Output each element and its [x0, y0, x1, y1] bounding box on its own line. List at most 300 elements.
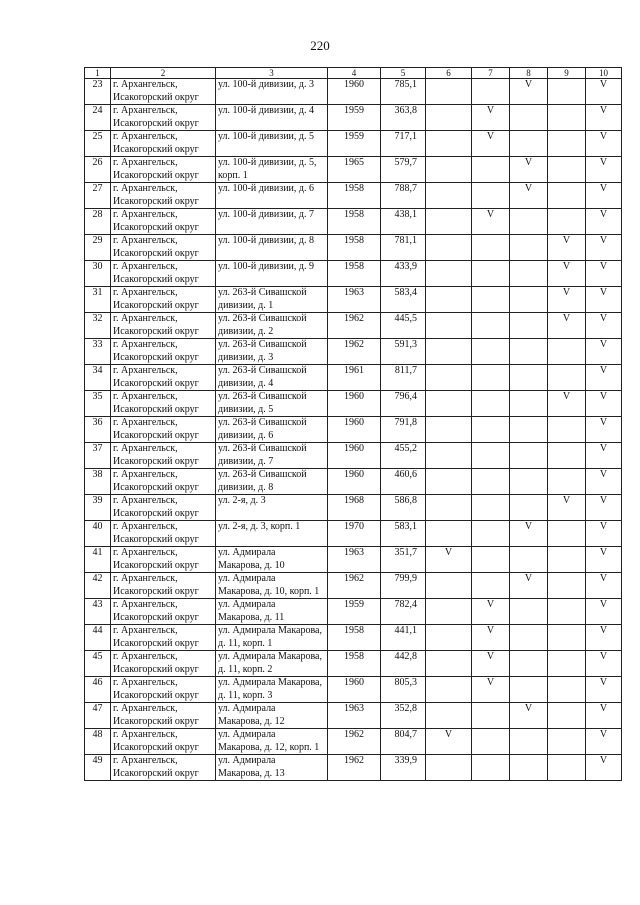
- year-cell: [328, 417, 381, 443]
- row-number-cell: [85, 209, 111, 235]
- mark-cell-10-line: V: [599, 573, 608, 584]
- table-row: [85, 235, 622, 261]
- header-cell: 8: [510, 68, 548, 79]
- area-cell-line: 788,7: [394, 183, 417, 194]
- area-cell: [381, 131, 426, 157]
- row-number-cell-line: 27: [92, 183, 103, 194]
- location-cell-line: Исакогорский округ: [113, 429, 199, 441]
- mark-cell-10: [586, 313, 622, 339]
- table-row: [85, 599, 622, 625]
- mark-cell-10: [586, 521, 622, 547]
- mark-cell-6: [426, 261, 472, 287]
- area-cell: [381, 625, 426, 651]
- mark-cell-9: [548, 729, 586, 755]
- mark-cell-10-line: V: [599, 443, 608, 454]
- location-cell: [111, 677, 216, 703]
- mark-cell-10: [586, 287, 622, 313]
- mark-cell-8: [510, 443, 548, 469]
- table-header-row: [85, 68, 622, 79]
- year-cell-line: 1960: [344, 469, 364, 480]
- year-cell: [328, 365, 381, 391]
- year-cell-line: 1965: [344, 157, 364, 168]
- year-cell-line: 1968: [344, 495, 364, 506]
- row-number-cell-line: 42: [92, 573, 103, 584]
- page-number: 220: [310, 38, 330, 53]
- area-cell-line: 438,1: [394, 209, 417, 220]
- address-cell-line: Макарова, д. 12: [218, 715, 285, 727]
- mark-cell-9: [548, 131, 586, 157]
- mark-cell-10: [586, 469, 622, 495]
- year-cell-line: 1963: [344, 287, 364, 298]
- mark-cell-9: [548, 625, 586, 651]
- location-cell: [111, 521, 216, 547]
- mark-cell-10: [586, 495, 622, 521]
- location-cell: [111, 313, 216, 339]
- table-row: [85, 703, 622, 729]
- address-cell: [216, 365, 328, 391]
- mark-cell-10-line: V: [599, 625, 608, 636]
- year-cell: [328, 469, 381, 495]
- location-cell-line: г. Архангельск,: [113, 573, 178, 584]
- row-number-cell: [85, 235, 111, 261]
- year-cell: [328, 651, 381, 677]
- location-cell-line: Исакогорский округ: [113, 741, 199, 753]
- location-cell: [111, 235, 216, 261]
- mark-cell-9: [548, 365, 586, 391]
- mark-cell-8: [510, 677, 548, 703]
- mark-cell-7: [472, 703, 510, 729]
- area-cell-line: 781,1: [394, 235, 417, 246]
- year-cell-line: 1959: [344, 599, 364, 610]
- mark-cell-8: [510, 209, 548, 235]
- area-cell-line: 811,7: [394, 365, 417, 376]
- row-number-cell: [85, 573, 111, 599]
- mark-cell-6-line: V: [444, 729, 453, 740]
- mark-cell-9: [548, 235, 586, 261]
- mark-cell-7-line: V: [486, 209, 495, 220]
- row-number-cell: [85, 547, 111, 573]
- mark-cell-10: [586, 183, 622, 209]
- mark-cell-10: [586, 209, 622, 235]
- mark-cell-8: [510, 755, 548, 781]
- mark-cell-8: [510, 469, 548, 495]
- address-cell-line: ул. Адмирала: [218, 599, 276, 610]
- year-cell: [328, 521, 381, 547]
- year-cell: [328, 235, 381, 261]
- location-cell: [111, 755, 216, 781]
- location-cell-line: Исакогорский округ: [113, 143, 199, 155]
- row-number-cell-line: 45: [92, 651, 103, 662]
- location-cell-line: г. Архангельск,: [113, 157, 178, 168]
- area-cell-line: 804,7: [394, 729, 417, 740]
- location-cell-line: г. Архангельск,: [113, 651, 178, 662]
- location-cell-line: г. Архангельск,: [113, 417, 178, 428]
- area-cell: [381, 755, 426, 781]
- address-cell-line: ул. 263-й Сивашской: [218, 469, 307, 480]
- mark-cell-10: [586, 625, 622, 651]
- mark-cell-7: [472, 105, 510, 131]
- mark-cell-6: [426, 729, 472, 755]
- area-cell: [381, 521, 426, 547]
- mark-cell-6: [426, 157, 472, 183]
- mark-cell-10: [586, 599, 622, 625]
- area-cell-line: 339,9: [394, 755, 417, 766]
- location-cell-line: г. Архангельск,: [113, 183, 178, 194]
- area-cell: [381, 287, 426, 313]
- row-number-cell: [85, 105, 111, 131]
- address-cell-line: Макарова, д. 12, корп. 1: [218, 741, 320, 753]
- location-cell-line: г. Архангельск,: [113, 209, 178, 220]
- mark-cell-9: [548, 573, 586, 599]
- housing-table: [84, 67, 622, 781]
- mark-cell-9: [548, 417, 586, 443]
- address-cell-line: Макарова, д. 10: [218, 559, 285, 571]
- location-cell-line: г. Архангельск,: [113, 599, 178, 610]
- mark-cell-7: [472, 547, 510, 573]
- mark-cell-7: [472, 443, 510, 469]
- location-cell: [111, 729, 216, 755]
- mark-cell-8-line: V: [524, 157, 533, 168]
- table-row: [85, 391, 622, 417]
- mark-cell-7: [472, 755, 510, 781]
- year-cell: [328, 547, 381, 573]
- mark-cell-10: [586, 755, 622, 781]
- mark-cell-6: [426, 547, 472, 573]
- mark-cell-10-line: V: [599, 521, 608, 532]
- mark-cell-7: [472, 131, 510, 157]
- mark-cell-8: [510, 417, 548, 443]
- row-number-cell: [85, 443, 111, 469]
- address-cell: [216, 703, 328, 729]
- mark-cell-10-line: V: [599, 131, 608, 142]
- year-cell-line: 1963: [344, 547, 364, 558]
- area-cell: [381, 677, 426, 703]
- header-cell: 10: [586, 68, 622, 79]
- row-number-cell-line: 44: [92, 625, 103, 636]
- row-number-cell-line: 30: [92, 261, 103, 272]
- location-cell-line: г. Архангельск,: [113, 79, 178, 90]
- address-cell: [216, 469, 328, 495]
- address-cell-line: Макарова, д. 11: [218, 611, 285, 623]
- address-cell-line: ул. 263-й Сивашской: [218, 391, 307, 402]
- mark-cell-9-line: V: [562, 391, 571, 402]
- location-cell: [111, 391, 216, 417]
- area-cell: [381, 105, 426, 131]
- mark-cell-8: [510, 573, 548, 599]
- row-number-cell: [85, 625, 111, 651]
- area-cell: [381, 183, 426, 209]
- location-cell: [111, 599, 216, 625]
- row-number-cell-line: 25: [92, 131, 103, 142]
- row-number-cell: [85, 651, 111, 677]
- area-cell-line: 591,3: [394, 339, 417, 350]
- mark-cell-6: [426, 469, 472, 495]
- table-row: [85, 79, 622, 105]
- mark-cell-6: [426, 235, 472, 261]
- area-cell-line: 796,4: [394, 391, 417, 402]
- mark-cell-10-line: V: [599, 547, 608, 558]
- table-body: [85, 68, 622, 781]
- table-row: [85, 105, 622, 131]
- location-cell: [111, 365, 216, 391]
- location-cell: [111, 131, 216, 157]
- location-cell: [111, 469, 216, 495]
- mark-cell-6: [426, 599, 472, 625]
- mark-cell-10-line: V: [599, 703, 608, 714]
- mark-cell-6: [426, 677, 472, 703]
- row-number-cell-line: 47: [92, 703, 103, 714]
- mark-cell-8: [510, 599, 548, 625]
- row-number-cell: [85, 755, 111, 781]
- location-cell-line: Исакогорский округ: [113, 325, 199, 337]
- area-cell: [381, 651, 426, 677]
- mark-cell-9: [548, 157, 586, 183]
- location-cell-line: г. Архангельск,: [113, 677, 178, 688]
- area-cell-line: 579,7: [394, 157, 417, 168]
- mark-cell-7: [472, 677, 510, 703]
- address-cell-line: дивизии, д. 6: [218, 429, 274, 441]
- mark-cell-8: [510, 79, 548, 105]
- area-cell: [381, 79, 426, 105]
- table-row: [85, 209, 622, 235]
- address-cell-line: дивизии, д. 8: [218, 481, 274, 493]
- table-row: [85, 755, 622, 781]
- location-cell-line: г. Архангельск,: [113, 703, 178, 714]
- mark-cell-10: [586, 339, 622, 365]
- mark-cell-8: [510, 131, 548, 157]
- location-cell-line: Исакогорский округ: [113, 377, 199, 389]
- mark-cell-10: [586, 235, 622, 261]
- table-row: [85, 521, 622, 547]
- mark-cell-8-line: V: [524, 573, 533, 584]
- mark-cell-7: [472, 261, 510, 287]
- address-cell-line: ул. 100-й дивизии, д. 8: [218, 235, 314, 246]
- header-cell: 6: [426, 68, 472, 79]
- mark-cell-7-line: V: [486, 677, 495, 688]
- row-number-cell-line: 46: [92, 677, 103, 688]
- mark-cell-7: [472, 79, 510, 105]
- area-cell: [381, 469, 426, 495]
- location-cell-line: Исакогорский округ: [113, 299, 199, 311]
- row-number-cell: [85, 469, 111, 495]
- mark-cell-10-line: V: [599, 417, 608, 428]
- year-cell: [328, 391, 381, 417]
- address-cell-line: ул. 100-й дивизии, д. 9: [218, 261, 314, 272]
- area-cell-line: 351,7: [394, 547, 417, 558]
- year-cell: [328, 677, 381, 703]
- year-cell: [328, 443, 381, 469]
- area-cell: [381, 261, 426, 287]
- mark-cell-6: [426, 105, 472, 131]
- mark-cell-8: [510, 287, 548, 313]
- mark-cell-10: [586, 547, 622, 573]
- mark-cell-9: [548, 495, 586, 521]
- mark-cell-6: [426, 79, 472, 105]
- mark-cell-10-line: V: [599, 391, 608, 402]
- year-cell-line: 1958: [344, 235, 364, 246]
- year-cell-line: 1960: [344, 417, 364, 428]
- mark-cell-7: [472, 365, 510, 391]
- address-cell-line: ул. Адмирала: [218, 729, 276, 740]
- header-cell: 3: [216, 68, 328, 79]
- row-number-cell-line: 37: [92, 443, 103, 454]
- mark-cell-8: [510, 651, 548, 677]
- mark-cell-9: [548, 105, 586, 131]
- location-cell-line: Исакогорский округ: [113, 117, 199, 129]
- location-cell: [111, 495, 216, 521]
- area-cell: [381, 209, 426, 235]
- mark-cell-6-line: V: [444, 547, 453, 558]
- location-cell-line: г. Архангельск,: [113, 521, 178, 532]
- row-number-cell: [85, 495, 111, 521]
- mark-cell-8: [510, 157, 548, 183]
- mark-cell-7-line: V: [486, 651, 495, 662]
- location-cell-line: Исакогорский округ: [113, 403, 199, 415]
- mark-cell-6: [426, 209, 472, 235]
- year-cell-line: 1962: [344, 339, 364, 350]
- location-cell-line: Исакогорский округ: [113, 637, 199, 649]
- year-cell-line: 1962: [344, 313, 364, 324]
- location-cell: [111, 573, 216, 599]
- location-cell-line: Исакогорский округ: [113, 689, 199, 701]
- mark-cell-7: [472, 417, 510, 443]
- location-cell: [111, 625, 216, 651]
- header-cell: 1: [85, 68, 111, 79]
- year-cell-line: 1962: [344, 729, 364, 740]
- location-cell-line: Исакогорский округ: [113, 507, 199, 519]
- location-cell-line: Исакогорский округ: [113, 715, 199, 727]
- area-cell-line: 442,8: [394, 651, 417, 662]
- year-cell: [328, 209, 381, 235]
- mark-cell-10-line: V: [599, 365, 608, 376]
- location-cell-line: Исакогорский округ: [113, 767, 199, 779]
- location-cell-line: г. Архангельск,: [113, 729, 178, 740]
- table-row: [85, 313, 622, 339]
- year-cell: [328, 703, 381, 729]
- mark-cell-7: [472, 183, 510, 209]
- location-cell-line: г. Архангельск,: [113, 105, 178, 116]
- row-number-cell-line: 49: [92, 755, 103, 766]
- location-cell: [111, 209, 216, 235]
- address-cell: [216, 339, 328, 365]
- location-cell: [111, 261, 216, 287]
- area-cell: [381, 365, 426, 391]
- table-row: [85, 131, 622, 157]
- address-cell: [216, 183, 328, 209]
- mark-cell-9: [548, 547, 586, 573]
- year-cell: [328, 573, 381, 599]
- year-cell-line: 1962: [344, 755, 364, 766]
- mark-cell-6: [426, 703, 472, 729]
- area-cell-line: 782,4: [394, 599, 417, 610]
- address-cell-line: дивизии, д. 3: [218, 351, 274, 363]
- address-cell-line: ул. 263-й Сивашской: [218, 287, 307, 298]
- address-cell: [216, 729, 328, 755]
- address-cell: [216, 79, 328, 105]
- mark-cell-10: [586, 729, 622, 755]
- year-cell: [328, 79, 381, 105]
- mark-cell-8: [510, 625, 548, 651]
- mark-cell-7-line: V: [486, 131, 495, 142]
- address-cell-line: ул. Адмирала Макарова,: [218, 651, 322, 662]
- location-cell: [111, 417, 216, 443]
- address-cell-line: ул. 263-й Сивашской: [218, 443, 307, 454]
- row-number-cell-line: 34: [92, 365, 103, 376]
- header-cell: 5: [381, 68, 426, 79]
- address-cell-line: дивизии, д. 2: [218, 325, 274, 337]
- year-cell: [328, 287, 381, 313]
- year-cell-line: 1960: [344, 391, 364, 402]
- address-cell-line: ул. Адмирала: [218, 703, 276, 714]
- address-cell: [216, 105, 328, 131]
- area-cell-line: 805,3: [394, 677, 417, 688]
- address-cell-line: ул. 263-й Сивашской: [218, 339, 307, 350]
- mark-cell-10-line: V: [599, 495, 608, 506]
- mark-cell-9-line: V: [562, 261, 571, 272]
- area-cell: [381, 599, 426, 625]
- mark-cell-9: [548, 391, 586, 417]
- mark-cell-6: [426, 755, 472, 781]
- area-cell: [381, 703, 426, 729]
- mark-cell-10-line: V: [599, 261, 608, 272]
- mark-cell-7: [472, 573, 510, 599]
- row-number-cell-line: 29: [92, 235, 103, 246]
- mark-cell-10: [586, 391, 622, 417]
- location-cell-line: Исакогорский округ: [113, 611, 199, 623]
- row-number-cell: [85, 365, 111, 391]
- address-cell-line: ул. 263-й Сивашской: [218, 313, 307, 324]
- mark-cell-6: [426, 417, 472, 443]
- location-cell-line: г. Архангельск,: [113, 131, 178, 142]
- location-cell: [111, 157, 216, 183]
- mark-cell-7: [472, 391, 510, 417]
- mark-cell-10: [586, 79, 622, 105]
- area-cell-line: 791,8: [394, 417, 417, 428]
- mark-cell-6: [426, 495, 472, 521]
- location-cell-line: г. Архангельск,: [113, 261, 178, 272]
- table-row: [85, 469, 622, 495]
- year-cell: [328, 131, 381, 157]
- year-cell: [328, 625, 381, 651]
- area-cell: [381, 729, 426, 755]
- row-number-cell: [85, 677, 111, 703]
- mark-cell-8: [510, 703, 548, 729]
- address-cell-line: дивизии, д. 5: [218, 403, 274, 415]
- mark-cell-10: [586, 703, 622, 729]
- mark-cell-7: [472, 599, 510, 625]
- mark-cell-7: [472, 209, 510, 235]
- address-cell: [216, 131, 328, 157]
- row-number-cell: [85, 183, 111, 209]
- location-cell-line: Исакогорский округ: [113, 195, 199, 207]
- mark-cell-7: [472, 651, 510, 677]
- year-cell: [328, 261, 381, 287]
- location-cell-line: Исакогорский округ: [113, 481, 199, 493]
- location-cell-line: г. Архангельск,: [113, 755, 178, 766]
- year-cell: [328, 339, 381, 365]
- address-cell: [216, 755, 328, 781]
- area-cell-line: 441,1: [394, 625, 417, 636]
- row-number-cell-line: 43: [92, 599, 103, 610]
- row-number-cell-line: 31: [92, 287, 103, 298]
- row-number-cell-line: 28: [92, 209, 103, 220]
- row-number-cell: [85, 417, 111, 443]
- mark-cell-6: [426, 365, 472, 391]
- address-cell: [216, 495, 328, 521]
- year-cell-line: 1958: [344, 183, 364, 194]
- address-cell-line: д. 11, корп. 1: [218, 637, 273, 649]
- location-cell-line: Исакогорский округ: [113, 559, 199, 571]
